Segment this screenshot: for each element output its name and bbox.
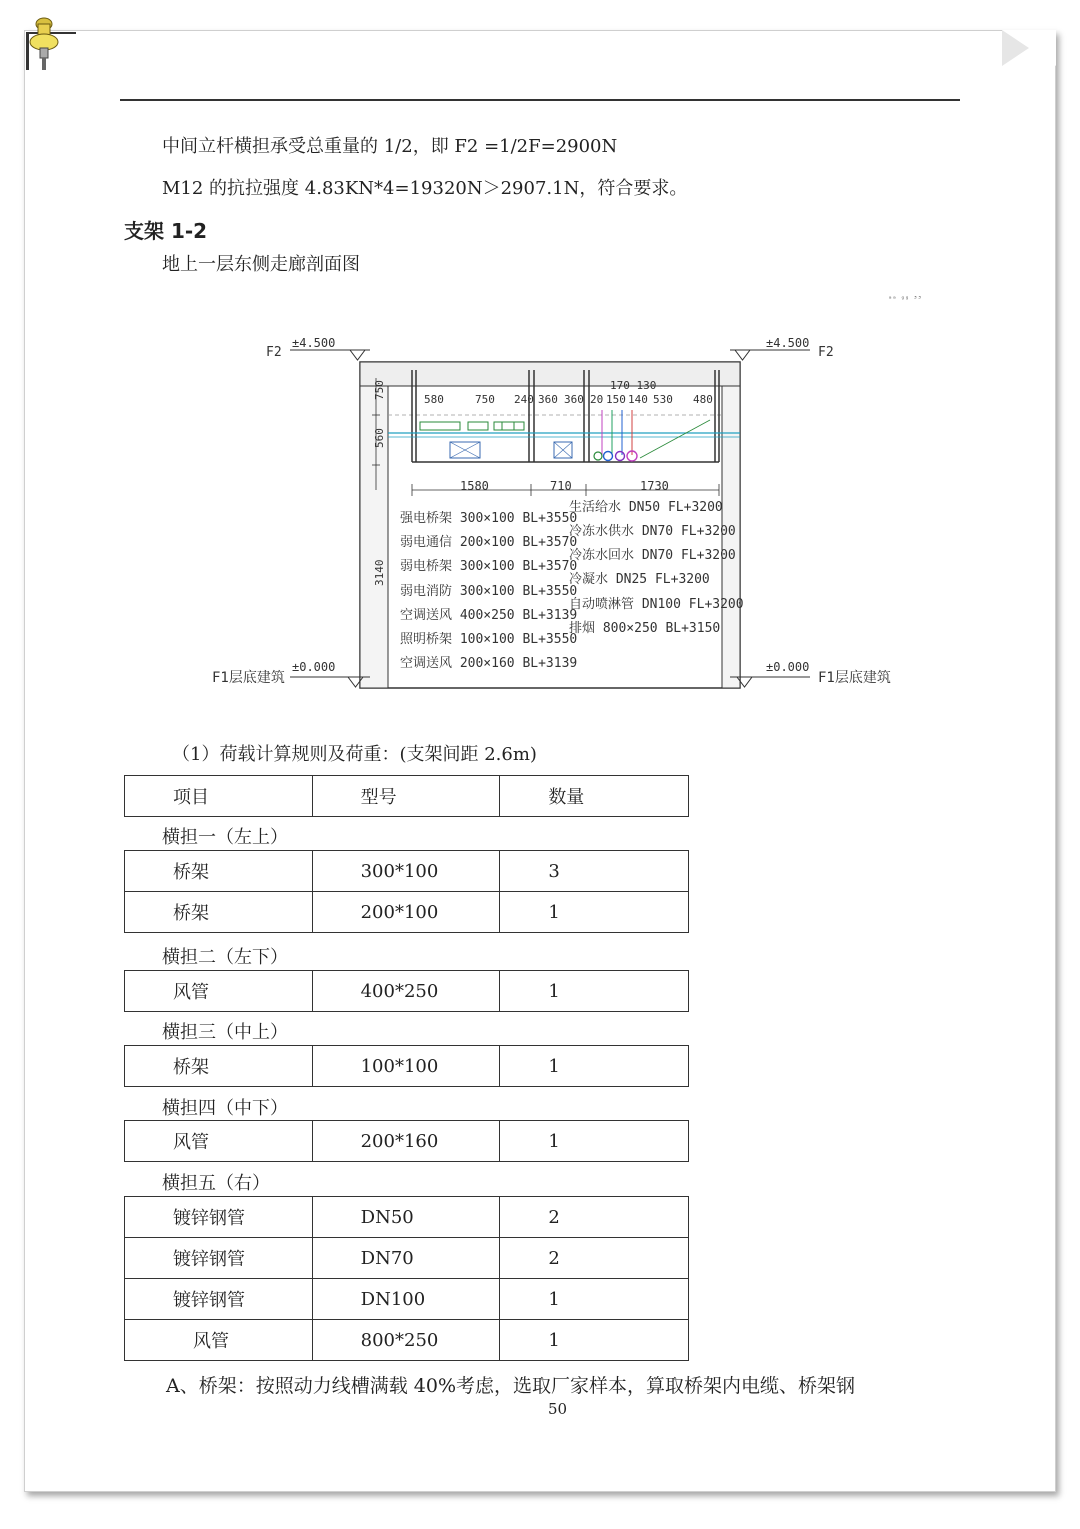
drawing-subtitle: 地上一层东侧走廊剖面图 [162,254,360,275]
slab [360,362,740,386]
section-title: 支架 1-2 [124,219,208,243]
cell-qty: 1 [500,971,689,1012]
top-dim-480: 480 [693,393,713,406]
bottom-dim-1730: 1730 [640,479,669,493]
header-qty: 数量 [500,776,689,817]
legend-left-6: 照明桥架 100×100 BL+3550 [400,632,578,647]
cell-item: 桥架 [125,892,313,933]
cell-qty: 1 [500,1121,689,1162]
top-dim-530: 530 [653,393,673,406]
legend-right-2: 冷冻水供水 DN70 FL+3200 [569,524,736,539]
level-top-left: ±4.500 [292,336,336,350]
table-header-row [125,776,689,817]
level-top-right: ±4.500 [766,336,810,350]
cell-item: 风管 [125,971,313,1012]
cell-item: 风管 [125,1121,313,1162]
legend-right-5: 自动喷淋管 DN100 FL+3200 [569,597,744,612]
header-rule [120,99,960,101]
legend-left-2: 弱电通信 200×100 BL+3570 [400,535,578,550]
cell-item: 桥架 [125,1046,313,1087]
legend-right-4: 冷凝水 DN25 FL+3200 [569,572,710,587]
paragraph-load-split: 中间立杆横担承受总重量的 1/2，即 F2 =1/2F=2900N [162,136,618,157]
bottom-dim-710: 710 [550,479,572,493]
legend-left-5: 空调送风 400×250 BL+3139 [400,608,578,623]
corridor-section-drawing [200,290,922,700]
page-number: 50 [548,1400,568,1418]
group-table-2 [124,970,689,1012]
group-table-1 [124,850,689,933]
top-dim-750: 750 [475,393,495,406]
table-row [125,1320,689,1361]
top-dim-170-130: 170 130 [610,379,657,392]
cell-item: 镀锌钢管 [125,1197,313,1238]
table-row [125,1238,689,1279]
cell-model: 200*100 [312,892,500,933]
bottom-dim-1580: 1580 [460,479,489,493]
group-table-4 [124,1120,689,1162]
top-dim-580: 580 [424,393,444,406]
level-bottom-left: ±0.000 [292,660,336,674]
dim-560: 560 [373,428,386,448]
top-dim-20: 20 [590,393,604,406]
cell-qty: 1 [500,892,689,933]
header-item: 项目 [125,776,313,817]
paragraph-tensile-check: M12 的抗拉强度 4.83KN*4=19320N＞2907.1N，符合要求。 [162,178,688,199]
table-header [124,775,689,817]
top-dim-240: 240 [514,393,534,406]
cell-qty: 1 [500,1046,689,1087]
f2-right: F2 [818,345,834,360]
cell-model: DN70 [312,1238,500,1279]
cell-model: 100*100 [312,1046,500,1087]
legend-left-4: 弱电消防 300×100 BL+3550 [400,584,578,599]
f1-right: F1层底建筑 [818,670,891,686]
legend-left-3: 弱电桥架 300×100 BL+3570 [400,559,578,574]
cell-item: 风管 [125,1320,313,1361]
legend-right-3: 冷冻水回水 DN70 FL+3200 [569,548,736,563]
cell-qty: 2 [500,1197,689,1238]
cell-qty: 1 [500,1279,689,1320]
top-dim-360a: 360 [538,393,558,406]
f1-left: F1层底建筑 [212,670,285,686]
table-row [125,851,689,892]
cell-item: 镀锌钢管 [125,1279,313,1320]
cell-model: DN50 [312,1197,500,1238]
level-bottom-right: ±0.000 [766,660,810,674]
cell-model: 200*160 [312,1121,500,1162]
dim-750: 750 [373,380,386,400]
legend-left-1: 强电桥架 300×100 BL+3550 [400,511,578,526]
cell-model: DN100 [312,1279,500,1320]
cell-item: 桥架 [125,851,313,892]
dim-3140: 3140 [373,559,386,586]
table-row [125,971,689,1012]
legend-right-6: 排烟 800×250 BL+3150 [569,621,721,636]
group-title-4: 横担四（中下） [162,1098,288,1119]
cell-model: 300*100 [312,851,500,892]
cell-model: 800*250 [312,1320,500,1361]
top-dim-360b: 360 [564,393,584,406]
page-fold-cut [1002,30,1056,66]
header-model: 型号 [312,776,500,817]
table-row [125,1046,689,1087]
group-title-1: 横担一（左上） [162,827,288,848]
top-dim-150: 150 [606,393,626,406]
paragraph-tray-calc: A、桥架：按照动力线槽满载 40%考虑，选取厂家样本，算取桥架内电缆、桥架钢 [166,1375,855,1397]
cell-qty: 3 [500,851,689,892]
group-title-3: 横担三（中上） [162,1022,288,1043]
cell-item: 镀锌钢管 [125,1238,313,1279]
push-pin-icon [24,14,84,72]
cell-qty: 1 [500,1320,689,1361]
group-table-5 [124,1196,689,1361]
cell-model: 400*250 [312,971,500,1012]
table-row [125,1197,689,1238]
table-row [125,1279,689,1320]
group-table-3 [124,1045,689,1087]
drawing-scale-note: ᵃᵃ ᵍᵍ ³³ [888,295,922,303]
table-row [125,1121,689,1162]
table-row [125,892,689,933]
cell-qty: 2 [500,1238,689,1279]
legend-right-1: 生活给水 DN50 FL+3200 [569,500,723,515]
load-rule-title: （1）荷载计算规则及荷重：(支架间距 2.6m) [172,744,537,765]
group-title-2: 横担二（左下） [162,947,288,968]
f2-left: F2 [266,345,282,360]
group-title-5: 横担五（右） [162,1173,270,1194]
legend-left-7: 空调送风 200×160 BL+3139 [400,656,578,671]
top-dim-140: 140 [628,393,648,406]
